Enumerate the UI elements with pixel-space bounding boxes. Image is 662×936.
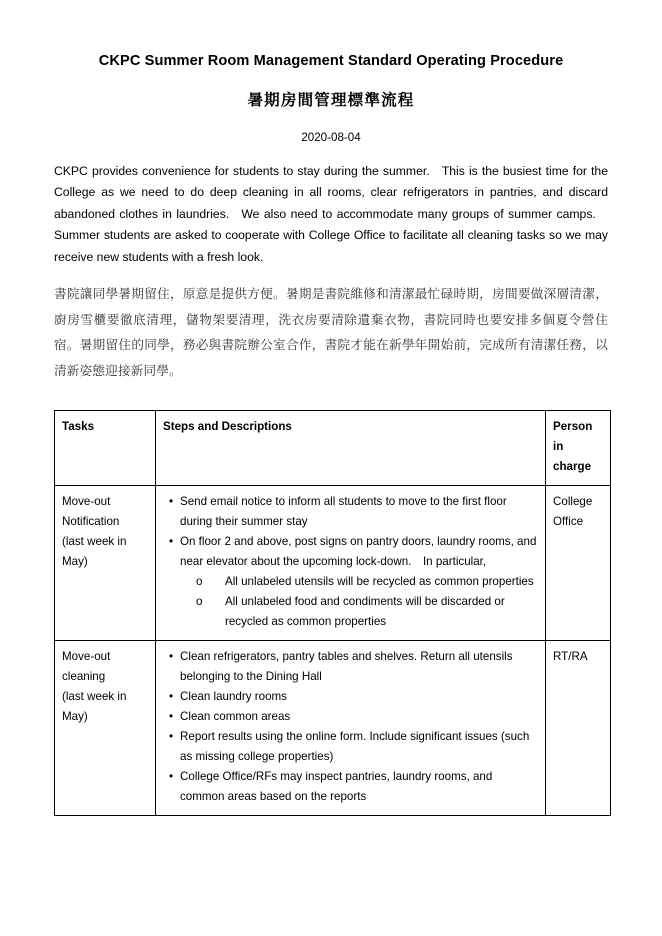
- task-line: (last week in: [62, 689, 127, 703]
- intro-paragraph-english: CKPC provides convenience for students to stay during the summer. This is the busiest time for the College as we need to do deep cleaning in all rooms, clear refrigerators in pantries, and discard abandoned clothes in laundries. We also need to accommodate many groups of summer camps. Summer students are asked to cooperate with College Office to facilitate all cleaning tasks so we may receive new students with a fresh look.: [54, 163, 612, 264]
- column-header-person-in-charge: [546, 410, 611, 485]
- task-line: (last week in: [62, 534, 127, 548]
- bullet-icon: •: [169, 534, 174, 548]
- step-text: Send email notice to inform all students to move to the first floor during their summer stay: [180, 494, 507, 528]
- cell-task: [55, 640, 156, 815]
- step-text: All unlabeled utensils will be recycled as common properties: [225, 574, 534, 588]
- step-text: All unlabeled food and condiments will be discarded or recycled as common properties: [225, 594, 505, 628]
- step-item: [169, 707, 538, 727]
- sop-procedure-table: [54, 410, 611, 816]
- cell-person-in-charge: [546, 640, 611, 815]
- step-text: Report results using the online form. Include significant issues (such as missing college properties): [180, 729, 530, 763]
- bullet-icon: •: [169, 729, 174, 743]
- table-row: [55, 640, 611, 815]
- task-line: Notification: [62, 514, 120, 528]
- column-header-person-line-2: in: [553, 439, 564, 453]
- person-line: College: [553, 494, 593, 508]
- step-subitem: [196, 572, 538, 592]
- step-item: [169, 647, 538, 687]
- cell-person-in-charge: [546, 485, 611, 640]
- bullet-icon: •: [169, 649, 174, 663]
- step-item: [169, 687, 538, 707]
- task-line: May): [62, 554, 88, 568]
- column-header-person-line-3: charge: [553, 459, 592, 473]
- step-list: [163, 492, 538, 572]
- intro-paragraph-chinese: 書院讓同學暑期留住，原意是提供方便。暑期是書院維修和清潔最忙碌時期，房間要做深層清潔，廚房雪櫃要徹底清理，儲物架要清理，洗衣房要清除遺棄衣物，書院同時也要安排多個夏令營住宿。暑期留住的同學，務必與書院辦公室合作，書院才能在新學年開始前，完成所有清潔任務，以清新姿態迎接新同學。: [54, 286, 608, 378]
- column-header-steps: Steps and Descriptions: [156, 410, 546, 485]
- bullet-icon: •: [169, 769, 174, 783]
- bullet-icon: •: [169, 494, 174, 508]
- column-header-person-line-1: Person: [553, 419, 593, 433]
- step-list: [163, 647, 538, 807]
- task-line: May): [62, 709, 88, 723]
- sub-bullet-icon: o: [196, 574, 203, 588]
- sub-bullet-icon: o: [196, 594, 203, 608]
- person-line: Office: [553, 514, 584, 528]
- document-date: 2020-08-04: [301, 130, 361, 144]
- task-line: Move-out: [62, 649, 111, 663]
- table-body: [55, 485, 611, 815]
- step-item: [169, 532, 538, 572]
- task-line: cleaning: [62, 669, 106, 683]
- step-text: Clean refrigerators, pantry tables and shelves. Return all utensils belonging to the Dining Hall: [180, 649, 513, 683]
- cell-task: [55, 485, 156, 640]
- table-row: [55, 485, 611, 640]
- task-line: Move-out: [62, 494, 111, 508]
- bullet-icon: •: [169, 709, 174, 723]
- column-header-tasks: Tasks: [55, 410, 156, 485]
- bullet-icon: •: [169, 689, 174, 703]
- step-item: [169, 727, 538, 767]
- step-text: On floor 2 and above, post signs on pantry doors, laundry rooms, and near elevator about the upcoming lock-down. In particular,: [180, 534, 537, 568]
- page-title-chinese: 暑期房間管理標準流程: [247, 90, 415, 110]
- page-title-english: CKPC Summer Room Management Standard Operating Procedure: [98, 53, 564, 69]
- person-line: RT/RA: [553, 649, 588, 663]
- step-text: Clean common areas: [180, 709, 291, 723]
- step-sublist: [163, 572, 538, 632]
- step-item: [169, 492, 538, 532]
- cell-steps: [156, 485, 546, 640]
- step-item: [169, 767, 538, 807]
- cell-steps: [156, 640, 546, 815]
- table-header-row: [55, 410, 611, 485]
- step-text: College Office/RFs may inspect pantries, laundry rooms, and common areas based on the reports: [180, 769, 493, 803]
- step-subitem: [196, 592, 538, 632]
- step-text: Clean laundry rooms: [180, 689, 287, 703]
